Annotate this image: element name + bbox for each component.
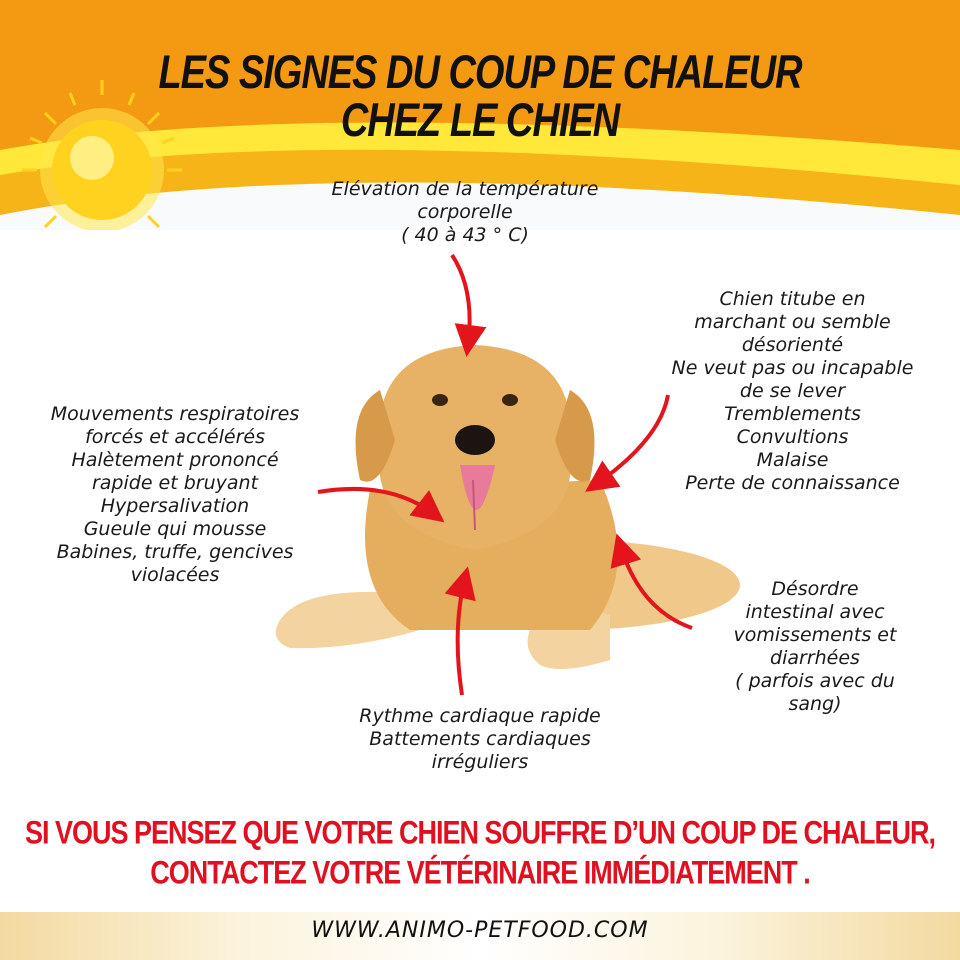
sign-line: ( 40 à 43 ° C) <box>401 224 529 246</box>
sign-line: Babines, truffe, gencives <box>56 541 294 563</box>
sign-line: Convultions <box>736 426 849 448</box>
sign-line: Tremblements <box>724 403 861 425</box>
sign-line: Elévation de la température <box>331 178 599 200</box>
page-title: LES SIGNES DU COUP DE CHALEUR <box>158 46 802 100</box>
sign-line: Battements cardiaques <box>369 728 591 750</box>
sign-line: de se lever <box>739 380 846 402</box>
sign-line: ( parfois avec du <box>735 670 895 692</box>
sign-line: Hypersalivation <box>100 495 250 517</box>
sign-line: Mouvements respiratoires <box>50 403 300 425</box>
sign-line: Perte de connaissance <box>685 472 900 494</box>
warning-text: SI VOUS PENSEZ QUE VOTRE CHIEN SOUFFRE D’UN COUP DE CHALEUR, <box>24 814 936 851</box>
sign-line: rapide et bruyant <box>91 472 259 494</box>
sign-line: diarrhées <box>770 647 860 669</box>
sign-line: Rythme cardiaque rapide <box>359 705 601 727</box>
sign-digestive <box>695 578 935 716</box>
sign-temperature <box>270 178 660 247</box>
sign-line: corporelle <box>417 201 513 223</box>
sign-breathing <box>10 403 340 587</box>
sign-line: désorienté <box>741 334 844 356</box>
sign-line: marchant ou semble <box>694 311 891 333</box>
sign-line: irréguliers <box>431 751 529 773</box>
sign-line: sang) <box>788 693 842 715</box>
sign-line: intestinal avec <box>745 601 885 623</box>
sign-neurological <box>610 288 960 495</box>
page-subtitle: CHEZ LE CHIEN <box>340 94 620 148</box>
sign-line: vomissements et <box>733 624 897 646</box>
sign-line: Désordre <box>771 578 859 600</box>
sign-line: Gueule qui mousse <box>83 518 267 540</box>
sign-line: Ne veut pas ou incapable <box>671 357 914 379</box>
sign-line: Chien titube en <box>719 288 866 310</box>
sign-line: Halètement prononcé <box>71 449 279 471</box>
sign-heart <box>300 705 660 774</box>
sign-line: violacées <box>130 564 220 586</box>
sign-line: Malaise <box>756 449 829 471</box>
sign-line: forcés et accélérés <box>85 426 265 448</box>
website-link[interactable]: WWW.ANIMO-PETFOOD.COM <box>311 918 649 943</box>
warning-text: CONTACTEZ VOTRE VÉTÉRINAIRE IMMÉDIATEMENT . <box>150 854 810 891</box>
